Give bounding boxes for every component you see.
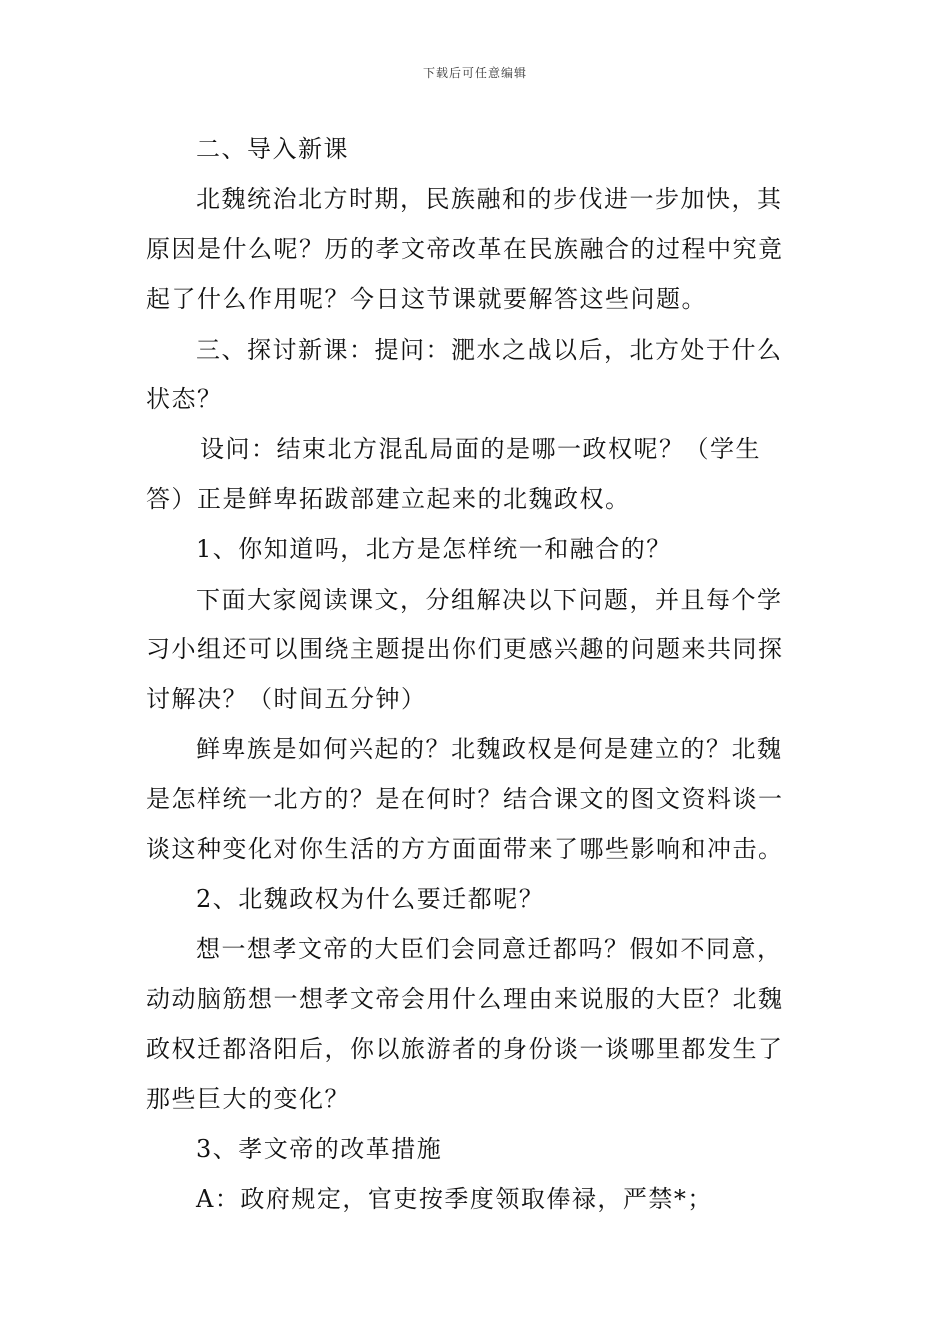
paragraph-line: 谈这种变化对你生活的方方面面带来了哪些影响和冲击。 <box>146 835 784 863</box>
section-heading-explore: 三、探讨新课：提问：淝水之战以后，北方处于什么 <box>196 336 783 364</box>
paragraph-line: 是怎样统一北方的？是在何时？结合课文的图文资料谈一 <box>146 785 784 813</box>
paragraph-line: 政权迁都洛阳后，你以旅游者的身份谈一谈哪里都发生了 <box>146 1035 784 1063</box>
subheading-2: 2、北魏政权为什么要迁都呢？ <box>196 885 545 913</box>
paragraph-line: 那些巨大的变化？ <box>146 1085 350 1113</box>
paragraph-line: A：政府规定，官吏按季度领取俸禄，严禁*； <box>196 1185 713 1213</box>
paragraph-line: 下面大家阅读课文，分组解决以下问题，并且每个学 <box>196 586 783 614</box>
paragraph-line: 设问：结束北方混乱局面的是哪一政权呢？（学生 <box>200 435 761 463</box>
paragraph-line: 鲜卑族是如何兴起的？北魏政权是何是建立的？北魏 <box>196 735 783 763</box>
paragraph-line: 讨解决？（时间五分钟） <box>146 685 427 713</box>
paragraph-line: 原因是什么呢？历的孝文帝改革在民族融合的过程中究竟 <box>146 235 784 263</box>
page-header: 下载后可任意编辑 <box>422 66 527 80</box>
paragraph-line: 想一想孝文帝的大臣们会同意迁都吗？假如不同意， <box>196 935 783 963</box>
paragraph-line: 习小组还可以围绕主题提出你们更感兴趣的问题来共同探 <box>146 635 784 663</box>
subheading-3: 3、孝文帝的改革措施 <box>196 1135 443 1163</box>
paragraph-line: 动动脑筋想一想孝文帝会用什么理由来说服的大臣？北魏 <box>146 985 784 1013</box>
paragraph-line: 答）正是鲜卑拓跋部建立起来的北魏政权。 <box>146 485 631 513</box>
paragraph-line: 起了什么作用呢？今日这节课就要解答这些问题。 <box>146 285 707 313</box>
section-heading-intro: 二、导入新课 <box>196 135 349 163</box>
paragraph-line: 状态？ <box>146 385 223 413</box>
paragraph-line: 北魏统治北方时期，民族融和的步伐进一步加快，其 <box>196 185 783 213</box>
subheading-1: 1、你知道吗，北方是怎样统一和融合的？ <box>196 535 672 563</box>
